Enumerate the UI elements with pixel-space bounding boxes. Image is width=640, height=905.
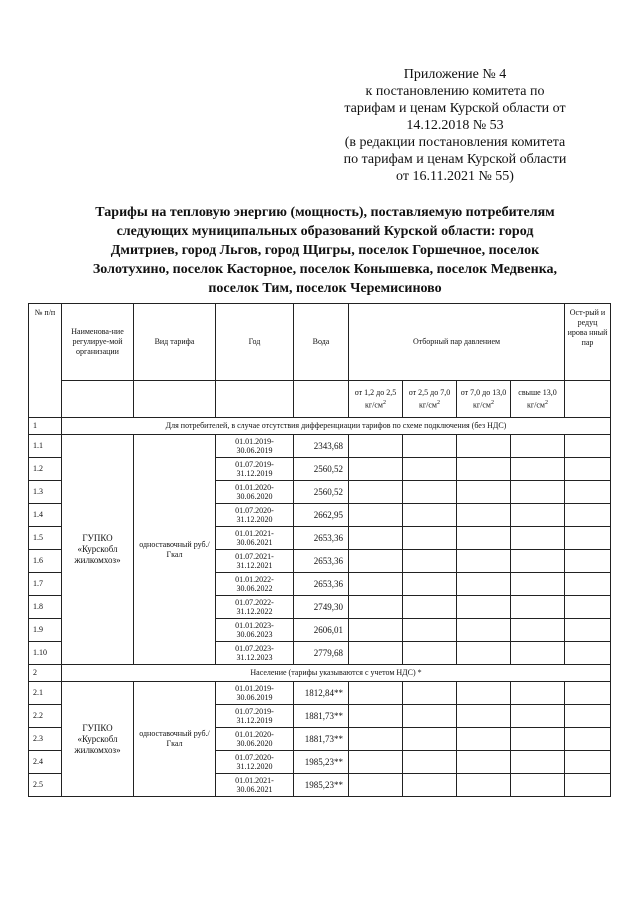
appendix-line: по тарифам и ценам Курской области (343, 152, 567, 167)
period-end: 31.12.2020 (236, 515, 273, 524)
empty-cell (403, 481, 457, 504)
empty-cell (511, 550, 565, 573)
header-pressure-1: от 1,2 до 2,5 $кг/см^2$ (349, 381, 403, 418)
empty-cell (403, 642, 457, 665)
period-end: 30.06.2022 (236, 584, 273, 593)
empty-cell (349, 504, 403, 527)
period-cell (216, 705, 294, 728)
empty-cell (511, 527, 565, 550)
period-cell (216, 642, 294, 665)
period-cell (216, 458, 294, 481)
empty-cell (565, 481, 611, 504)
row-num: 1.9 (29, 619, 62, 642)
period-cell (216, 596, 294, 619)
row-num: 1.10 (29, 642, 62, 665)
row-num: 2.4 (29, 751, 62, 774)
empty-cell (403, 705, 457, 728)
section-row (29, 418, 611, 435)
empty-cell (565, 728, 611, 751)
period-start: 01.01.2020- (235, 483, 274, 492)
row-num: 2.1 (29, 682, 62, 705)
water-tariff: 2653,36 (294, 527, 349, 550)
empty-cell (349, 751, 403, 774)
empty-cell (457, 619, 511, 642)
empty-cell (565, 435, 611, 458)
row-num: 2.5 (29, 774, 62, 797)
empty-cell (403, 458, 457, 481)
period-cell (216, 751, 294, 774)
empty-cell (349, 642, 403, 665)
period-start: 01.07.2019- (235, 460, 274, 469)
tariff-table (28, 303, 611, 797)
empty-cell (511, 573, 565, 596)
empty-cell (565, 682, 611, 705)
period-end: 31.12.2023 (236, 653, 273, 662)
period-cell (216, 504, 294, 527)
period-start: 01.01.2019- (235, 437, 274, 446)
empty-cell (403, 504, 457, 527)
water-tariff: 2662,95 (294, 504, 349, 527)
period-end: 30.06.2020 (236, 739, 273, 748)
section-label: Население (тарифы указываются с учетом НДС) * (62, 665, 611, 682)
row-num: 2.3 (29, 728, 62, 751)
table-row (29, 435, 611, 458)
period-start: 01.07.2023- (235, 644, 274, 653)
empty-cell (565, 619, 611, 642)
empty-cell (457, 728, 511, 751)
empty-cell (349, 619, 403, 642)
empty-cell (457, 596, 511, 619)
header-steam: Отборный пар давлением (349, 304, 565, 381)
period-cell (216, 774, 294, 797)
appendix-header (330, 66, 580, 185)
empty-cell (565, 573, 611, 596)
period-cell (216, 435, 294, 458)
water-tariff: 2653,36 (294, 573, 349, 596)
empty-cell (457, 642, 511, 665)
water-tariff: 2560,52 (294, 458, 349, 481)
empty-cell (349, 481, 403, 504)
header-tariff-type: Вид тарифа (134, 304, 216, 381)
period-cell (216, 550, 294, 573)
empty-cell (565, 751, 611, 774)
empty-cell (457, 481, 511, 504)
period-cell (216, 481, 294, 504)
empty-cell (565, 504, 611, 527)
period-end: 31.12.2019 (236, 716, 273, 725)
title-line: поселок Тим, поселок Черемисиново (208, 281, 442, 296)
header-pressure-4: свыше 13,0 $кг/см^2$ (511, 381, 565, 418)
empty-cell (457, 573, 511, 596)
empty-cell (511, 682, 565, 705)
empty-cell (403, 682, 457, 705)
empty-cell (403, 596, 457, 619)
appendix-line: Приложение № 4 (403, 67, 507, 82)
empty-cell (511, 774, 565, 797)
empty-cell (349, 705, 403, 728)
period-start: 01.07.2020- (235, 506, 274, 515)
section-row (29, 665, 611, 682)
row-num: 1.5 (29, 527, 62, 550)
empty-cell (457, 550, 511, 573)
empty-cell (457, 458, 511, 481)
empty-cell (565, 705, 611, 728)
period-end: 31.12.2019 (236, 469, 273, 478)
period-cell (216, 728, 294, 751)
empty-cell (62, 381, 134, 418)
period-end: 31.12.2021 (236, 561, 273, 570)
period-end: 30.06.2023 (236, 630, 273, 639)
water-tariff: 1985,23** (294, 774, 349, 797)
header-org: Наименова-ние регулируе-мой организации (62, 304, 134, 381)
water-tariff: 2606,01 (294, 619, 349, 642)
empty-cell (349, 774, 403, 797)
period-start: 01.01.2020- (235, 730, 274, 739)
tariff-type: одноставочный руб./Гкал (134, 682, 216, 797)
empty-cell (457, 705, 511, 728)
period-start: 01.07.2020- (235, 753, 274, 762)
empty-cell (349, 596, 403, 619)
empty-cell (511, 619, 565, 642)
empty-cell (349, 435, 403, 458)
empty-cell (511, 751, 565, 774)
period-start: 01.07.2021- (235, 552, 274, 561)
empty-cell (511, 435, 565, 458)
section-num: 2 (29, 665, 62, 682)
period-cell (216, 573, 294, 596)
empty-cell (511, 705, 565, 728)
period-end: 31.12.2022 (236, 607, 273, 616)
empty-cell (457, 435, 511, 458)
empty-cell (565, 550, 611, 573)
period-end: 31.12.2020 (236, 762, 273, 771)
empty-cell (403, 435, 457, 458)
water-tariff: 2560,52 (294, 481, 349, 504)
header-water: Вода (294, 304, 349, 381)
title-line: Тарифы на тепловую энергию (мощность), поставляемую потребителям (95, 205, 555, 220)
header-sharp-steam: Ост-рый и редуц ирова нный пар (565, 304, 611, 381)
empty-cell (565, 527, 611, 550)
water-tariff: 2779,68 (294, 642, 349, 665)
empty-cell (403, 527, 457, 550)
organization-name: ГУПКО «Курскобл жилкомхоз» (62, 435, 134, 665)
period-start: 01.01.2022- (235, 575, 274, 584)
header-num: № п/п (29, 304, 62, 418)
period-end: 30.06.2019 (236, 446, 273, 455)
row-num: 2.2 (29, 705, 62, 728)
empty-cell (565, 381, 611, 418)
empty-cell (565, 642, 611, 665)
row-num: 1.3 (29, 481, 62, 504)
empty-cell (457, 774, 511, 797)
organization-name: ГУПКО «Курскобл жилкомхоз» (62, 682, 134, 797)
period-end: 30.06.2019 (236, 693, 273, 702)
empty-cell (403, 774, 457, 797)
empty-cell (349, 728, 403, 751)
section-num: 1 (29, 418, 62, 435)
header-row (29, 304, 611, 381)
empty-cell (511, 504, 565, 527)
empty-cell (511, 596, 565, 619)
period-end: 30.06.2021 (236, 785, 273, 794)
tariff-type: одноставочный руб./Гкал (134, 435, 216, 665)
empty-cell (511, 458, 565, 481)
period-cell (216, 619, 294, 642)
row-num: 1.1 (29, 435, 62, 458)
empty-cell (403, 728, 457, 751)
water-tariff: 2749,30 (294, 596, 349, 619)
empty-cell (294, 381, 349, 418)
empty-cell (457, 527, 511, 550)
water-tariff: 1881,73** (294, 728, 349, 751)
appendix-line: к постановлению комитета по (365, 84, 545, 99)
row-num: 1.2 (29, 458, 62, 481)
period-end: 30.06.2020 (236, 492, 273, 501)
water-tariff: 1985,23** (294, 751, 349, 774)
empty-cell (349, 573, 403, 596)
row-num: 1.7 (29, 573, 62, 596)
appendix-line: от 16.11.2021 № 55) (396, 169, 514, 184)
appendix-line: (в редакции постановления комитета (344, 135, 566, 150)
appendix-line: тарифам и ценам Курской области от (344, 101, 566, 116)
section-label: Для потребителей, в случае отсутствия дифференциации тарифов по схеме подключения (без НДС) (62, 418, 611, 435)
empty-cell (511, 728, 565, 751)
empty-cell (457, 504, 511, 527)
period-cell (216, 682, 294, 705)
period-cell (216, 527, 294, 550)
header-pressure-2: от 2,5 до 7,0 $кг/см^2$ (403, 381, 457, 418)
period-start: 01.01.2019- (235, 684, 274, 693)
water-tariff: 1812,84** (294, 682, 349, 705)
empty-cell (457, 751, 511, 774)
water-tariff: 2343,68 (294, 435, 349, 458)
appendix-line: 14.12.2018 № 53 (406, 118, 504, 133)
empty-cell (403, 550, 457, 573)
empty-cell (349, 458, 403, 481)
empty-cell (134, 381, 216, 418)
water-tariff: 1881,73** (294, 705, 349, 728)
empty-cell (403, 751, 457, 774)
water-tariff: 2653,36 (294, 550, 349, 573)
empty-cell (216, 381, 294, 418)
empty-cell (565, 774, 611, 797)
empty-cell (349, 527, 403, 550)
title-line: Золотухино, поселок Касторное, поселок Конышевка, поселок Медвенка, (92, 262, 558, 277)
title-line: следующих муниципальных образований Курской области: город (116, 224, 534, 239)
header-year: Год (216, 304, 294, 381)
row-num: 1.4 (29, 504, 62, 527)
period-start: 01.01.2021- (235, 529, 274, 538)
period-start: 01.01.2021- (235, 776, 274, 785)
empty-cell (403, 619, 457, 642)
empty-cell (457, 682, 511, 705)
period-start: 01.07.2019- (235, 707, 274, 716)
period-end: 30.06.2021 (236, 538, 273, 547)
header-pressure-3: от 7,0 до 13,0 $кг/см^2$ (457, 381, 511, 418)
document-title (40, 203, 610, 298)
row-num: 1.6 (29, 550, 62, 573)
empty-cell (349, 682, 403, 705)
row-num: 1.8 (29, 596, 62, 619)
header-subrow (29, 381, 611, 418)
empty-cell (349, 550, 403, 573)
empty-cell (511, 481, 565, 504)
table-row (29, 682, 611, 705)
period-start: 01.07.2022- (235, 598, 274, 607)
empty-cell (403, 573, 457, 596)
empty-cell (511, 642, 565, 665)
empty-cell (565, 596, 611, 619)
period-start: 01.01.2023- (235, 621, 274, 630)
empty-cell (565, 458, 611, 481)
title-line: Дмитриев, город Льгов, город Щигры, поселок Горшечное, поселок (110, 243, 540, 258)
